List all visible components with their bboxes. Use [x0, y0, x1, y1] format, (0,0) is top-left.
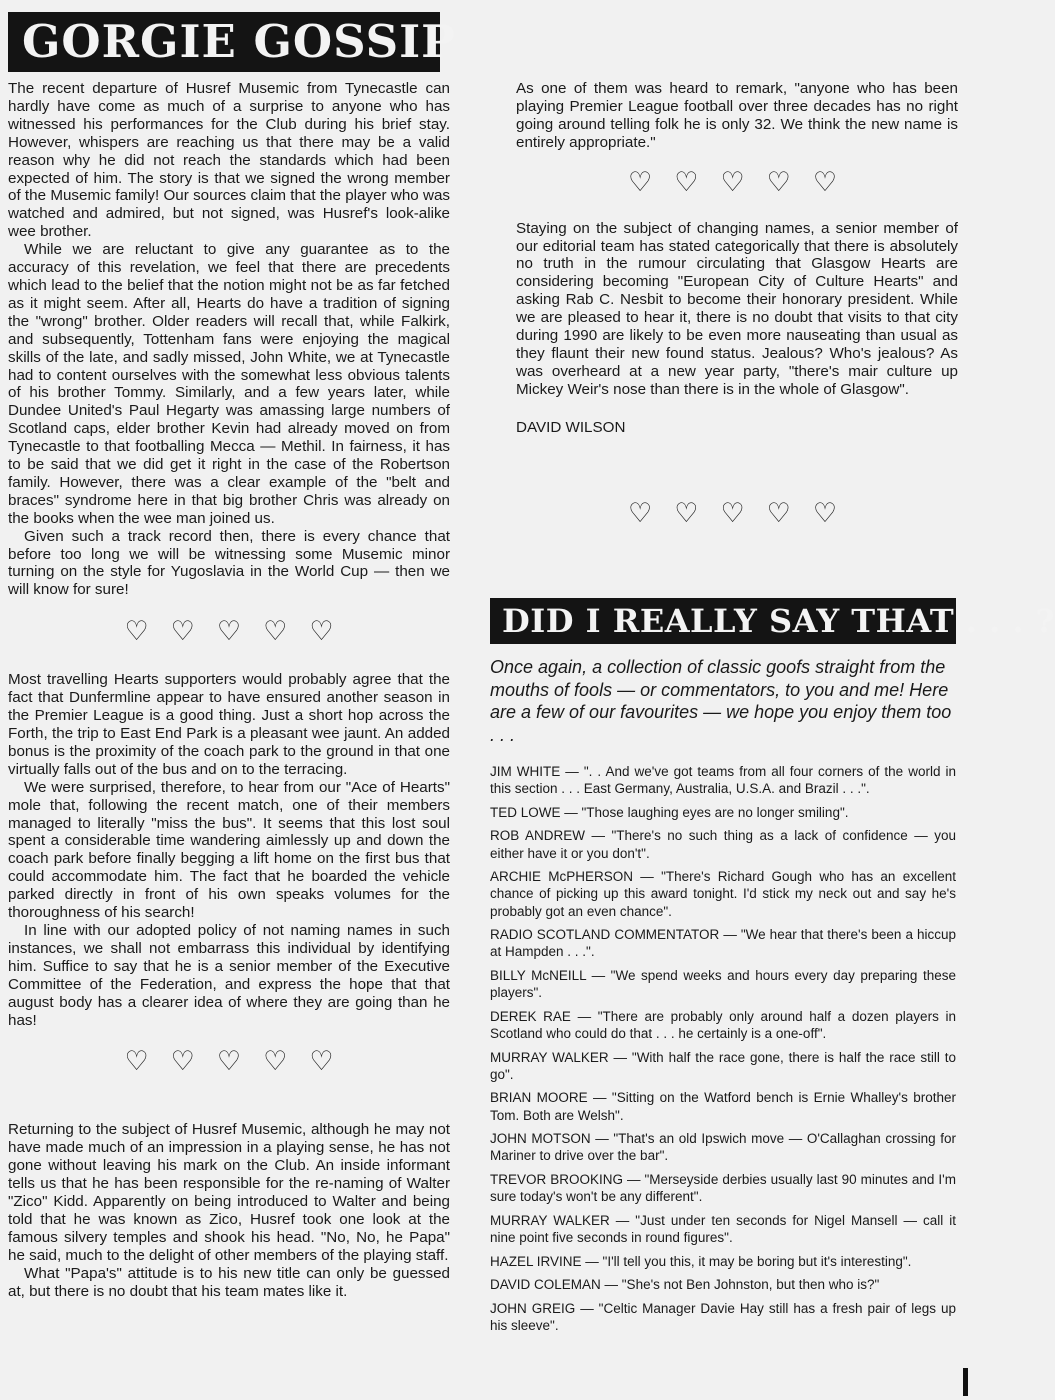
- heart-icon: ♡: [812, 166, 838, 198]
- gossip-paragraph: In line with our adopted policy of not naming names in such instances, we shall not embarrass this individual by identifying him. Suffice to say that he is a senior member of the Executive Committee of the Federation, and express the hope that that august body has a clearer idea of where they are going than he has!: [8, 921, 450, 1029]
- heart-icon: ♡: [628, 497, 653, 529]
- quote-item: DAVID COLEMAN — "She's not Ben Johnston, but then who is?": [490, 1277, 880, 1293]
- quote-item: ARCHIE McPHERSON — "There's Richard Gough who has an excellent chance of picking up this award tonight. I'd stick my neck out and say he's probably got an even chance".: [490, 869, 956, 919]
- heart-divider: [8, 617, 450, 647]
- heart-divider: [8, 1047, 450, 1077]
- author-signature: DAVID WILSON: [516, 418, 626, 436]
- quote-item: DEREK RAE — "There are probably only around half a dozen players in Scotland who could do that . . . he certainly is a one-off".: [490, 1008, 956, 1041]
- gossip-paragraph: We were surprised, therefore, to hear from our "Ace of Hearts" mole that, following the recent match, one of their members managed to literally "miss the bus". It seems that this lost soul spent a considerable time wandering aimlessly up and down the coach park before finally begging a lift home on the first bus that could accommodate him. The fact that he boarded the vehicle parked directly in front of his own speaks volumes for the thoroughness of his search!: [8, 778, 450, 922]
- heart-icon: ♡: [309, 1046, 334, 1078]
- gossip-paragraph: What "Papa's" attitude is to his new title can only be guessed at, but there is no doubt that his team mates like it.: [8, 1264, 450, 1300]
- did-i-really-say-that-title: DID I REALLY SAY THAT . . . ?: [490, 598, 956, 644]
- gossip-paragraph: While we are reluctant to give any guarantee as to the accuracy of this revelation, we feel that there are precedents which lead to the belief that the notion might not be as far fetched as it might seem. After all, Hearts do have a tradition of signing the "wrong" brother. Older readers will recall that, while Falkirk, and subsequently, Tottenham fans were enjoying the magical skills of the late, and sadly missed, John White, we at Tynecastle had to content ourselves with the somewhat less obvious talents of his brother Tommy. Similarly, and a few years later, while Dundee United's Paul Hegarty was amassing large numbers of Scotland caps, elder brother Kevin had already moved on from Tynecastle to that footballing Mecca — Methil. In fairness, it has to be said that we did get it right in the case of the Robertson family. However, there was a clear example of the "belt and braces" syndrome here in that big brother Chris was already on the books when the wee man joined us.: [8, 241, 450, 527]
- heart-icon: ♡: [170, 616, 195, 648]
- heart-icon: ♡: [170, 1046, 195, 1078]
- heart-icon: ♡: [766, 497, 791, 529]
- heart-icon: ♡: [263, 616, 288, 648]
- quotes-list: [490, 763, 956, 1341]
- gossip-paragraph: Most travelling Hearts supporters would probably agree that the fact that Dunfermline appear to have ensured another season in the Premier League is a good thing. Just a short hop across the Forth, the trip to East End Park is a pleasant wee jaunt. An added bonus is the proximity of the coach park to the ground in that one virtually falls out of the bus and on to the terracing.: [8, 671, 450, 778]
- heart-icon: ♡: [812, 497, 838, 529]
- heart-icon: ♡: [263, 1046, 288, 1078]
- heart-icon: ♡: [216, 616, 242, 648]
- heart-icon: ♡: [674, 166, 699, 198]
- quote-item: TREVOR BROOKING — "Merseyside derbies usually last 90 minutes and I'm sure today's won't be any different".: [490, 1171, 956, 1205]
- page-edge-mark: [963, 1368, 968, 1396]
- heart-icon: ♡: [124, 1046, 149, 1078]
- heart-icon: ♡: [766, 166, 791, 198]
- gossip-paragraph: Staying on the subject of changing names, a senior member of our editorial team has stated categorically that there is absolutely no truth in the rumour circulating that Glasgow Hearts are considering becoming "European City of Culture Hearts" and asking Rab C. Nesbit to become their honorary president. While we are pleased to hear it, there is no doubt that visits to that city during 1990 are likely to be even more nauseating than usual as they flaunt their new found status. Jealous? Who's jealous? As was overheard at a new year party, "there's mair culture up Mickey Weir's nose than there is in the whole of Glasgow".: [516, 219, 958, 398]
- gossip-paragraph: Given such a track record then, there is every chance that before too long we will be witnessing some Musemic minor turning on the style for Yugoslavia in the World Cup — then we will know for sure!: [8, 527, 450, 599]
- gossip-paragraph: Returning to the subject of Husref Musemic, although he may not have made much of an impression in a playing sense, he has not gone without leaving his mark on the Club. An inside informant tells us that he has been responsible for the re-naming of Walter "Zico" Kidd. Apparently on being introduced to Walter and being told that he was known as Zico, Husref took one look at the famous silvery temples and shook his head. "No, No, he Papa" he said, much to the delight of other members of the playing staff.: [8, 1121, 450, 1264]
- heart-icon: ♡: [674, 497, 699, 529]
- quote-item: JIM WHITE — ". . And we've got teams from all four corners of the world in this section . . . East Germany, Australia, U.S.A. and Brazil . . .".: [490, 764, 956, 797]
- quote-item: RADIO SCOTLAND COMMENTATOR — "We hear that there's been a hiccup at Hampden . . .".: [490, 927, 956, 960]
- quote-item: MURRAY WALKER — "With half the race gone, there is half the race still to go".: [490, 1049, 956, 1082]
- heart-icon: ♡: [124, 616, 149, 648]
- gossip-right-column: [516, 80, 958, 529]
- heart-divider: [516, 168, 958, 198]
- quote-item: ROB ANDREW — "There's no such thing as a lack of confidence — you either have it or you don't".: [490, 828, 956, 861]
- quote-item: JOHN GREIG — "Celtic Manager Davie Hay still has a fresh pair of legs up his sleeve".: [490, 1300, 956, 1333]
- heart-icon: ♡: [628, 166, 653, 198]
- heart-divider: [516, 499, 958, 529]
- gossip-paragraph: As one of them was heard to remark, "anyone who has been playing Premier League football over three decades has no right going around telling folk he is only 32. We think the new name is entirely appropriate.": [516, 80, 958, 151]
- quotes-intro: Once again, a collection of classic goofs straight from the mouths of fools — or commentators, to you and me! Here are a few of our favourites — we hope you enjoy them too . . .: [490, 657, 952, 745]
- gossip-left-column: [8, 80, 450, 1300]
- quote-item: BILLY McNEILL — "We spend weeks and hours every day preparing these players".: [490, 967, 956, 1001]
- quote-item: HAZEL IRVINE — "I'll tell you this, it may be boring but it's interesting".: [490, 1253, 912, 1269]
- heart-icon: ♡: [309, 616, 334, 648]
- quote-item: BRIAN MOORE — "Sitting on the Watford bench is Ernie Whalley's brother Tom. Both are Welsh".: [490, 1090, 956, 1123]
- quote-item: MURRAY WALKER — "Just under ten seconds for Nigel Mansell — call it nine point five seconds in round figures".: [490, 1212, 956, 1245]
- quote-item: JOHN MOTSON — "That's an old Ipswich move — O'Callaghan crossing for Mariner to drive over the bar".: [490, 1131, 956, 1164]
- heart-icon: ♡: [720, 166, 745, 198]
- heart-icon: ♡: [216, 1046, 242, 1078]
- heart-icon: ♡: [720, 497, 745, 529]
- quote-item: TED LOWE — "Those laughing eyes are no longer smiling".: [490, 804, 849, 820]
- gossip-paragraph: The recent departure of Husref Musemic from Tynecastle can hardly have come as much of a surprise to anyone who has witnessed his performances for the Club during his brief stay. However, whispers are reaching us that there may be a valid reason why he did not reach the standards which had been expected of him. The story is that we signed the wrong member of the Musemic family! Our sources claim that the player who was watched and admired, but not signed, was Husref's look-alike wee brother.: [8, 80, 450, 241]
- gorgie-gossip-title: GORGIE GOSSIP: [8, 12, 440, 72]
